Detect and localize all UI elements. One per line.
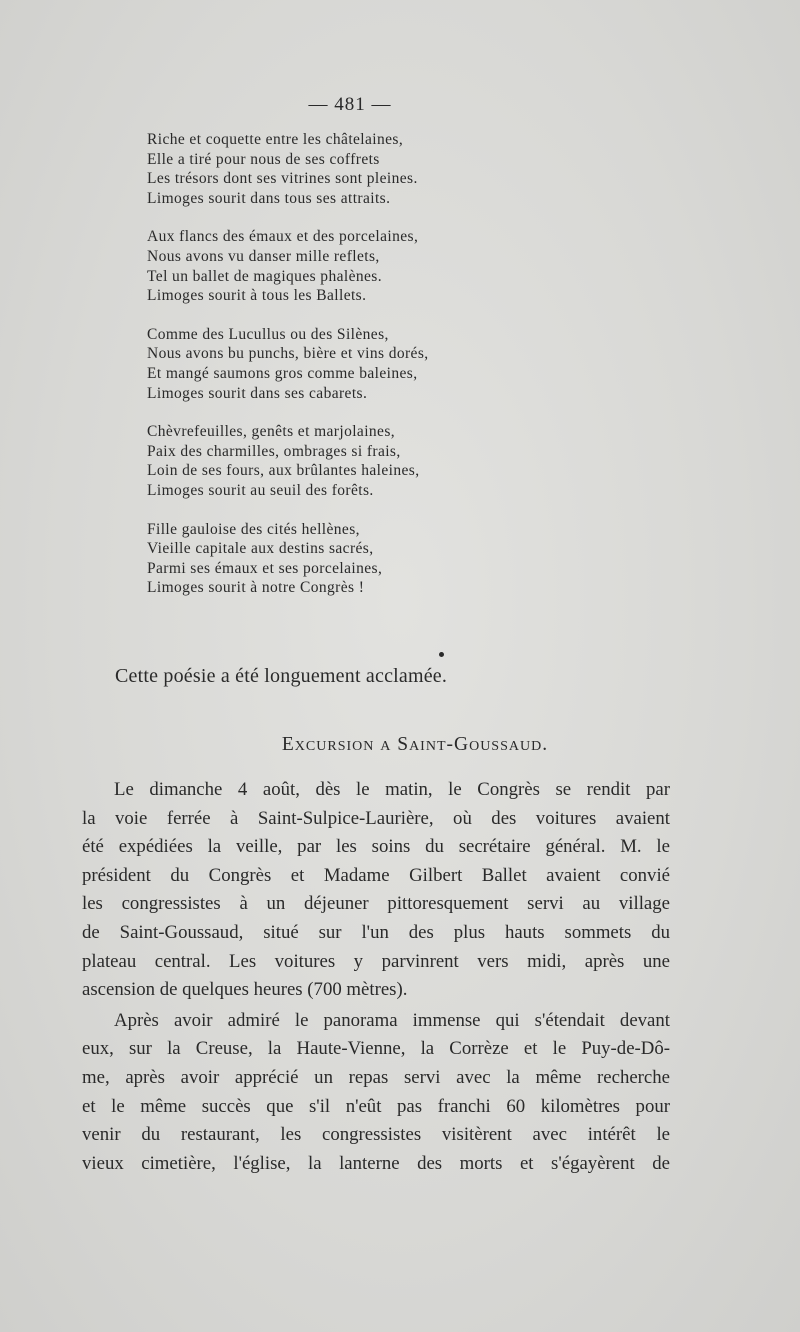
- poem-line: Tel un ballet de magiques phalènes.: [147, 267, 383, 285]
- bullet-mark: [439, 652, 444, 657]
- poem-line: Nous avons bu punchs, bière et vins dorés,: [147, 345, 429, 363]
- poem-line: Loin de ses fours, aux brûlantes haleines,: [147, 462, 420, 480]
- acclaim-sentence: Cette poésie a été longuement acclamée.: [115, 665, 448, 687]
- paragraph: [82, 1007, 670, 1179]
- poem-line: Les trésors dont ses vitrines sont pleines.: [147, 170, 418, 188]
- prose-body: [82, 776, 670, 1180]
- poem-line: Chèvrefeuilles, genêts et marjolaines,: [147, 423, 396, 441]
- poem-stanza: [147, 130, 547, 208]
- poem-line: Limoges sourit au seuil des forêts.: [147, 481, 374, 499]
- paragraph-line: Après avoir admiré le panorama immense qui s'étendait devant: [114, 1009, 670, 1031]
- paragraph-line: Le dimanche 4 août, dès le matin, le Congrès se rendit par: [114, 779, 670, 800]
- poem-line: Paix des charmilles, ombrages si frais,: [147, 442, 401, 460]
- paragraph-line: la voie ferrée à Saint-Sulpice-Laurière, où des voitures avaient: [82, 807, 670, 829]
- poem-stanza: [147, 325, 547, 403]
- poem-line: Aux flancs des émaux et des porcelaines,: [147, 228, 419, 246]
- paragraph-line: les congressistes à un déjeuner pittoresquement servi au village: [82, 893, 670, 915]
- paragraph-line: plateau central. Les voitures y parvinrent vers midi, après une: [82, 950, 670, 972]
- paragraph-line: venir du restaurant, les congressistes visitèrent avec intérêt le: [82, 1124, 670, 1146]
- poem-line: Vieille capitale aux destins sacrés,: [147, 540, 374, 558]
- poem-line: Limoges sourit à notre Congrès !: [147, 579, 365, 597]
- paragraph-line: eux, sur la Creuse, la Haute-Vienne, la Corrèze et le Puy-de-Dô-: [82, 1038, 670, 1060]
- poem-line: Limoges sourit à tous les Ballets.: [147, 287, 367, 305]
- page-number: — 481 —: [308, 94, 392, 115]
- poem-line: Limoges sourit dans tous ses attraits.: [147, 189, 391, 207]
- poem-line: Comme des Lucullus ou des Silènes,: [147, 325, 389, 343]
- poem-line: Limoges sourit dans ses cabarets.: [147, 384, 368, 402]
- paragraph-line: de Saint-Goussaud, situé sur l'un des plus hauts sommets du: [82, 921, 670, 943]
- paragraph: [82, 776, 670, 1005]
- poem-stanza: [147, 227, 547, 305]
- poem-stanza: [147, 520, 547, 598]
- poem-line: Nous avons vu danser mille reflets,: [147, 247, 380, 265]
- poem-line: Riche et coquette entre les châtelaines,: [147, 131, 404, 148]
- poem-line: Fille gauloise des cités hellènes,: [147, 520, 360, 538]
- poem-line: Elle a tiré pour nous de ses coffrets: [147, 150, 380, 168]
- poem: [147, 130, 547, 617]
- poem-line: Parmi ses émaux et ses porcelaines,: [147, 559, 383, 577]
- paragraph-line: ascension de quelques heures (700 mètres).: [82, 979, 408, 1001]
- paragraph-line: été expédiées la veille, par les soins du secrétaire général. M. le: [82, 836, 670, 858]
- section-title: Excursion a Saint-Goussaud.: [281, 734, 549, 755]
- paragraph-line: et le même succès que s'il n'eût pas franchi 60 kilomètres pour: [82, 1095, 670, 1117]
- paragraph-line: président du Congrès et Madame Gilbert Ballet avaient convié: [82, 864, 670, 886]
- paragraph-line: vieux cimetière, l'église, la lanterne des morts et s'égayèrent de: [82, 1152, 670, 1174]
- paragraph-line: me, après avoir apprécié un repas servi avec la même recherche: [82, 1066, 670, 1088]
- poem-line: Et mangé saumons gros comme baleines,: [147, 364, 418, 382]
- poem-stanza: [147, 422, 547, 500]
